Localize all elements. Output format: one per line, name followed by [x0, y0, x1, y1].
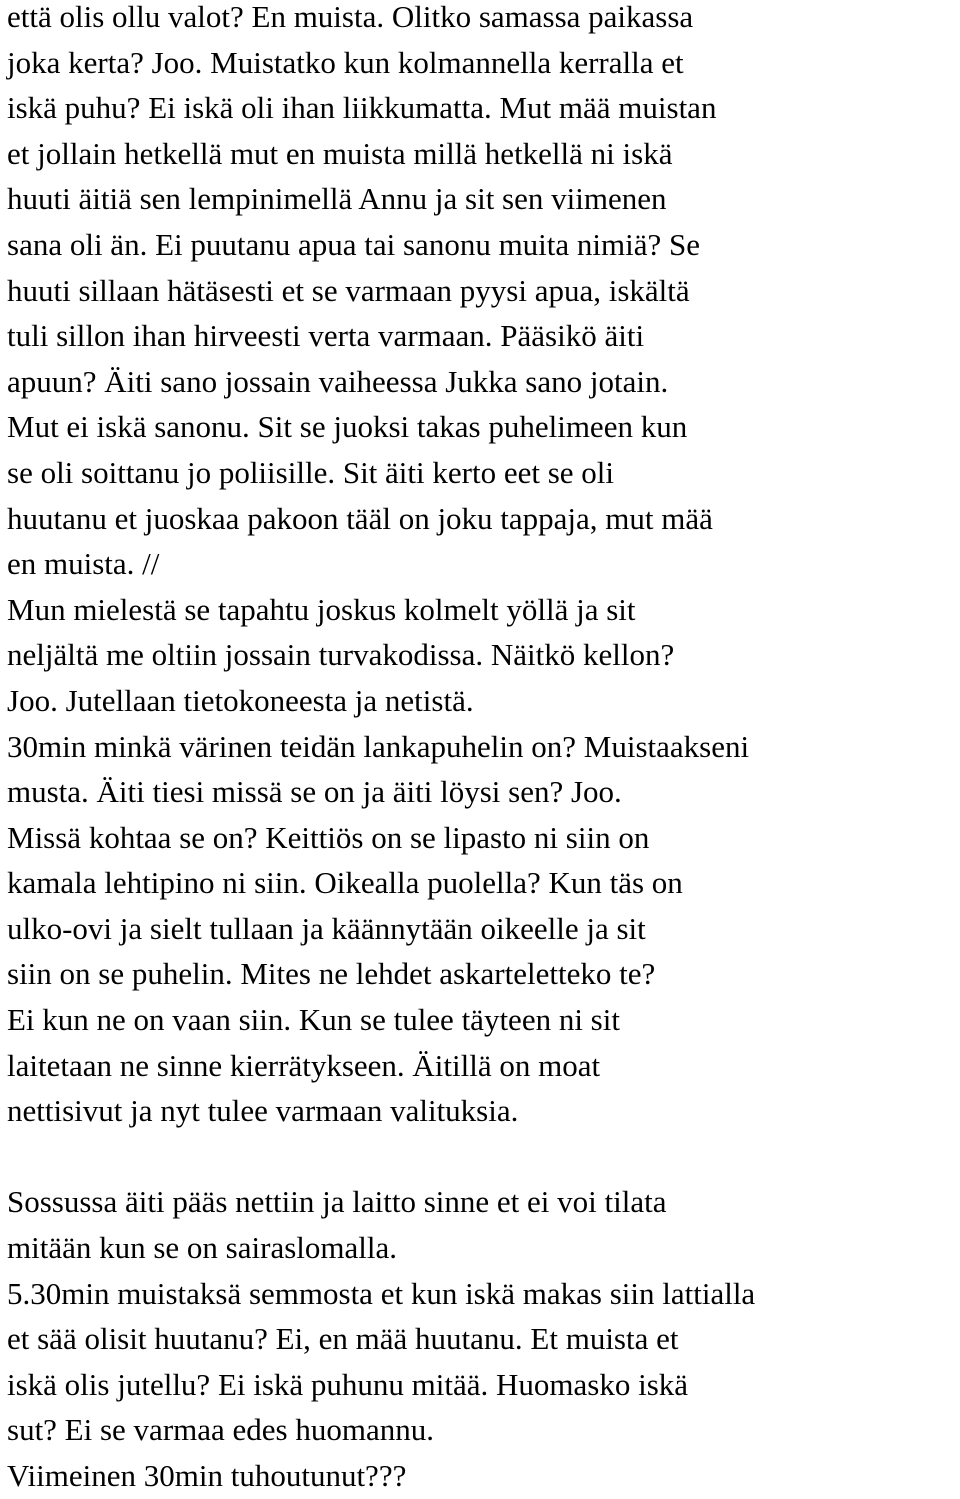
text-line: Joo. Jutellaan tietokoneesta ja netistä.	[7, 682, 474, 718]
text-line: että olis ollu valot? En muista. Olitko samassa paikassa	[7, 0, 694, 34]
text-line: apuun? Äiti sano jossain vaiheessa Jukka sano jotain.	[7, 363, 669, 399]
text-line: huuti äitiä sen lempinimellä Annu ja sit sen viimenen	[7, 181, 667, 217]
text-line: joka kerta? Joo. Muistatko kun kolmannella kerralla et	[7, 44, 684, 80]
text-line: Mun mielestä se tapahtu joskus kolmelt yöllä ja sit	[7, 591, 636, 627]
text-line: se oli soittanu jo poliisille. Sit äiti kerto eet se oli	[7, 454, 615, 490]
blank-line	[7, 1134, 957, 1180]
text-line: kamala lehtipino ni siin. Oikealla puolella? Kun täs on	[7, 865, 683, 901]
text-line: Ei kun ne on vaan siin. Kun se tulee täyteen ni sit	[7, 1002, 620, 1038]
text-line: iskä olis jutellu? Ei iskä puhunu mitää. Huomasko iskä	[7, 1366, 689, 1402]
text-line: Viimeinen 30min tuhoutunut???	[7, 1458, 407, 1493]
text-line: en muista. //	[7, 546, 160, 582]
text-line: Sossussa äiti pääs nettiin ja laitto sinne et ei voi tilata	[7, 1184, 667, 1220]
text-line: musta. Äiti tiesi missä se on ja äiti löysi sen? Joo.	[7, 774, 622, 810]
text-line: huutanu et juoskaa pakoon tääl on joku tappaja, mut mää	[7, 500, 713, 536]
transcript-text	[7, 0, 957, 1499]
text-line: nettisivut ja nyt tulee varmaan valituksia.	[7, 1093, 519, 1129]
text-line: sut? Ei se varmaa edes huomannu.	[7, 1412, 434, 1448]
text-line: tuli sillon ihan hirveesti verta varmaan. Pääsikö äiti	[7, 318, 645, 354]
text-line: et jollain hetkellä mut en muista millä hetkellä ni iskä	[7, 135, 673, 171]
text-line: et sää olisit huutanu? Ei, en mää huutanu. Et muista et	[7, 1321, 679, 1357]
text-line: Mut ei iskä sanonu. Sit se juoksi takas puhelimeen kun	[7, 409, 688, 445]
text-line: Missä kohtaa se on? Keittiös on se lipasto ni siin on	[7, 819, 650, 855]
text-line: siin on se puhelin. Mites ne lehdet askarteletteko te?	[7, 956, 656, 992]
text-line: 30min minkä värinen teidän lankapuhelin on? Muistaakseni	[7, 728, 750, 764]
text-line: iskä puhu? Ei iskä oli ihan liikkumatta. Mut mää muistan	[7, 90, 717, 126]
text-line: neljältä me oltiin jossain turvakodissa. Näitkö kellon?	[7, 637, 675, 673]
text-line: 5.30min muistaksä semmosta et kun iskä makas siin lattialla	[7, 1275, 756, 1311]
text-line: sana oli än. Ei puutanu apua tai sanonu muita nimiä? Se	[7, 226, 701, 262]
text-line: huuti sillaan hätäsesti et se varmaan pyysi apua, iskältä	[7, 272, 690, 308]
text-line: ulko-ovi ja sielt tullaan ja käännytään oikeelle ja sit	[7, 910, 646, 946]
text-line: mitään kun se on sairaslomalla.	[7, 1230, 397, 1266]
text-line: laitetaan ne sinne kierrätykseen. Äitillä on moat	[7, 1047, 601, 1083]
